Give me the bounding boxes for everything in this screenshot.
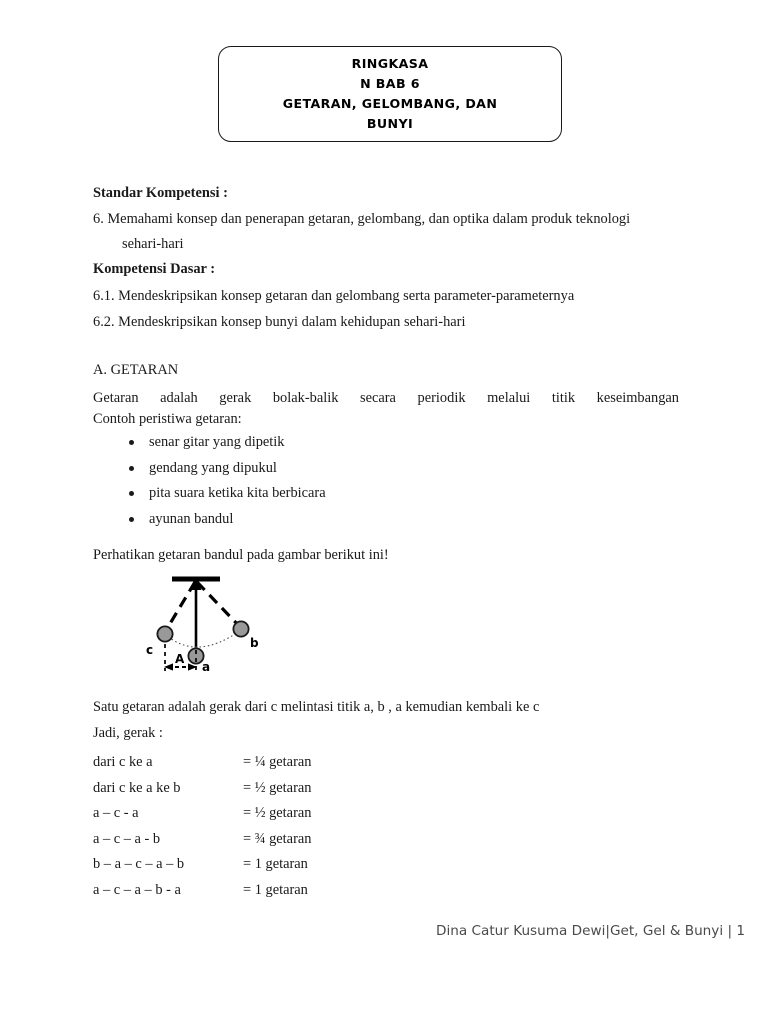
row-fraction-value: = 1 getaran xyxy=(243,856,308,872)
row-motion-path: a – c - a xyxy=(93,805,139,821)
standar-kompetensi-item: 6. Memahami konsep dan penerapan getaran, gelombang, dan optika dalam produk teknologi xyxy=(93,211,631,227)
row-motion-path: b – a – c – a – b xyxy=(93,856,185,872)
row-fraction-value: = ½ getaran xyxy=(243,779,312,796)
list-item-label: senar gitar yang dipetik xyxy=(149,434,285,450)
table-row xyxy=(93,852,513,878)
row-motion-path: a – c – a – b - a xyxy=(93,881,181,898)
row-motion-path: dari c ke a ke b xyxy=(93,779,181,796)
row-fraction-value: = ½ getaran xyxy=(243,805,312,821)
row-motion-path: a – c – a - b xyxy=(93,830,161,847)
list-item-label: pita suara ketika kita berbicara xyxy=(149,485,326,501)
list-item-label: ayunan bandul xyxy=(149,510,234,527)
table-row xyxy=(93,750,513,776)
pendulum-string-left xyxy=(165,582,195,632)
figure-intro-text: Perhatikan getaran bandul pada gambar berikut ini! xyxy=(93,547,389,563)
row-fraction-value: = ¼ getaran xyxy=(243,754,312,770)
chapter-title-line-4: BUNYI xyxy=(366,116,414,131)
chapter-title-line-1: RINGKASA xyxy=(351,56,429,71)
list-item xyxy=(93,511,573,528)
table-row xyxy=(93,776,513,802)
chapter-title-box xyxy=(218,46,562,142)
bullet-dot-icon xyxy=(129,466,134,471)
list-item xyxy=(93,485,573,502)
section-a-heading: A. GETARAN xyxy=(93,362,179,378)
getaran-examples-list xyxy=(93,434,573,536)
pendulum-ball-c xyxy=(157,626,172,641)
satu-getaran-sentence: Satu getaran adalah gerak dari c melintasi titik a, b , a kemudian kembali ke c xyxy=(93,699,540,715)
contoh-peristiwa-label: Contoh peristiwa getaran: xyxy=(93,411,242,427)
list-item xyxy=(93,460,573,477)
table-row xyxy=(93,878,513,904)
page-footer: Dina Catur Kusuma Dewi|Get, Gel & Bunyi | 1 xyxy=(436,923,745,939)
standar-kompetensi-heading: Standar Kompetensi : xyxy=(93,185,228,201)
pendulum-diagram xyxy=(140,566,280,688)
table-row xyxy=(93,801,513,827)
row-fraction-value: = ¾ getaran xyxy=(243,830,312,847)
kompetensi-dasar-item-2: 6.2. Mendeskripsikan konsep bunyi dalam kehidupan sehari-hari xyxy=(93,314,466,330)
row-motion-path: dari c ke a xyxy=(93,754,153,770)
chapter-title-line-3: GETARAN, GELOMBANG, DAN xyxy=(282,96,498,111)
list-item-label: gendang yang dipukul xyxy=(149,459,277,476)
jadi-gerak-label: Jadi, gerak : xyxy=(93,725,163,741)
list-item xyxy=(93,434,573,451)
row-fraction-value: = 1 getaran xyxy=(243,881,308,898)
diagram-label-c: c xyxy=(146,643,154,657)
chapter-title-line-2: N BAB 6 xyxy=(360,76,420,91)
kompetensi-dasar-item-1: 6.1. Mendeskripsikan konsep getaran dan gelombang serta parameter-parameternya xyxy=(93,288,575,304)
table-row xyxy=(93,827,513,853)
diagram-label-b: b xyxy=(250,636,259,650)
bullet-dot-icon xyxy=(129,440,134,445)
pendulum-swing-arc xyxy=(165,630,241,647)
diagram-label-a: a xyxy=(202,660,211,674)
bullet-dot-icon xyxy=(129,517,134,522)
getaran-definition: Getaran adalah gerak bolak-balik secara periodik melalui titik keseimbangan xyxy=(93,390,679,406)
getaran-fraction-table xyxy=(93,750,513,903)
pendulum-string-right xyxy=(197,582,241,628)
pendulum-ball-b xyxy=(233,621,248,636)
bullet-dot-icon xyxy=(129,491,134,496)
diagram-label-amplitude: A xyxy=(175,652,185,666)
standar-kompetensi-item-continued: sehari-hari xyxy=(122,236,184,252)
kompetensi-dasar-heading: Kompetensi Dasar : xyxy=(93,261,216,277)
